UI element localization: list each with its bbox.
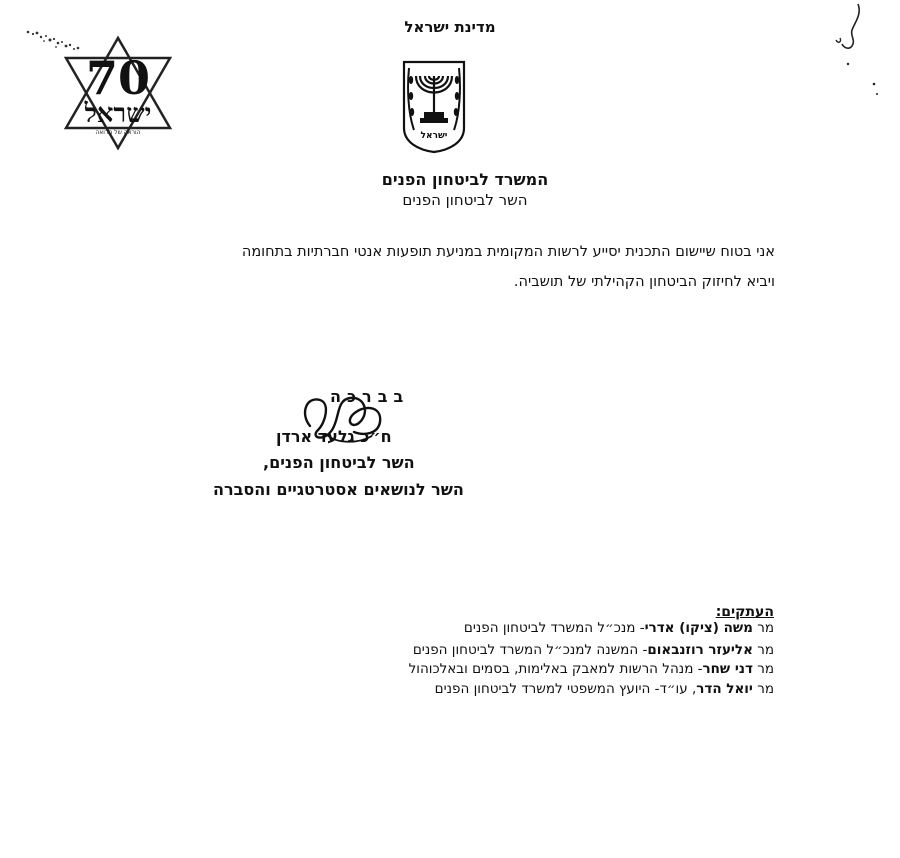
menorah-emblem-icon	[400, 58, 468, 154]
logo-word: ישראל	[84, 99, 152, 129]
state-title: מדינת ישראל	[404, 18, 496, 36]
cc-prefix: מר	[752, 620, 774, 636]
signer-name: ח״כ גלעד ארדן	[276, 427, 392, 446]
closing-regards: בברכה	[330, 387, 410, 406]
copies-list-item	[409, 661, 774, 677]
cc-prefix: מר	[752, 642, 774, 658]
logo-small-text: הוראה של הרואה	[95, 129, 141, 136]
cc-prefix: מר	[752, 681, 774, 697]
body-paragraph-line-2: ויביא לחיזוק הביטחון הקהילתי של תושביה.	[513, 274, 775, 290]
cc-name: משה (ציקו) אדרי	[644, 620, 753, 636]
cc-name: דני שחר	[702, 661, 753, 677]
cc-prefix: מר	[752, 661, 774, 677]
cc-name: אליעזר רוזנבאום	[647, 642, 753, 658]
copies-list-item	[464, 620, 774, 636]
handwritten-mark	[822, 0, 882, 100]
cc-name: יואל הדר	[696, 681, 753, 697]
copies-list-item	[435, 681, 774, 697]
israel-70-logo	[20, 30, 180, 155]
signer-title-2: השר לנושאים אסטרטגיים והסברה	[213, 480, 464, 499]
ministry-name: המשרד לביטחון הפנים	[381, 170, 549, 189]
emblem-label: ישראל	[420, 131, 448, 141]
cc-role: - המשנה למנכ״ל המשרד לביטחון הפנים	[412, 642, 648, 658]
body-paragraph-line-1: אני בטוח שיישום התכנית יסייע לרשות המקומית במניעת תופעות אנטי חברתיות בתחומה	[241, 244, 775, 260]
cc-role: , עו״ד- היועץ המשפטי למשרד לביטחון הפנים	[434, 681, 697, 697]
cc-role: - מנכ״ל המשרד לביטחון הפנים	[463, 620, 645, 636]
copies-list-item	[413, 642, 774, 658]
logo-number: 70	[85, 51, 151, 105]
signer-title-1: השר לביטחון הפנים,	[263, 453, 415, 472]
copies-heading: העתקים:	[715, 604, 774, 620]
cc-role: - מנהל הרשות למאבק באלימות, בסמים ובאלכוהול	[408, 661, 703, 677]
minister-office: השר לביטחון הפנים	[402, 191, 528, 209]
